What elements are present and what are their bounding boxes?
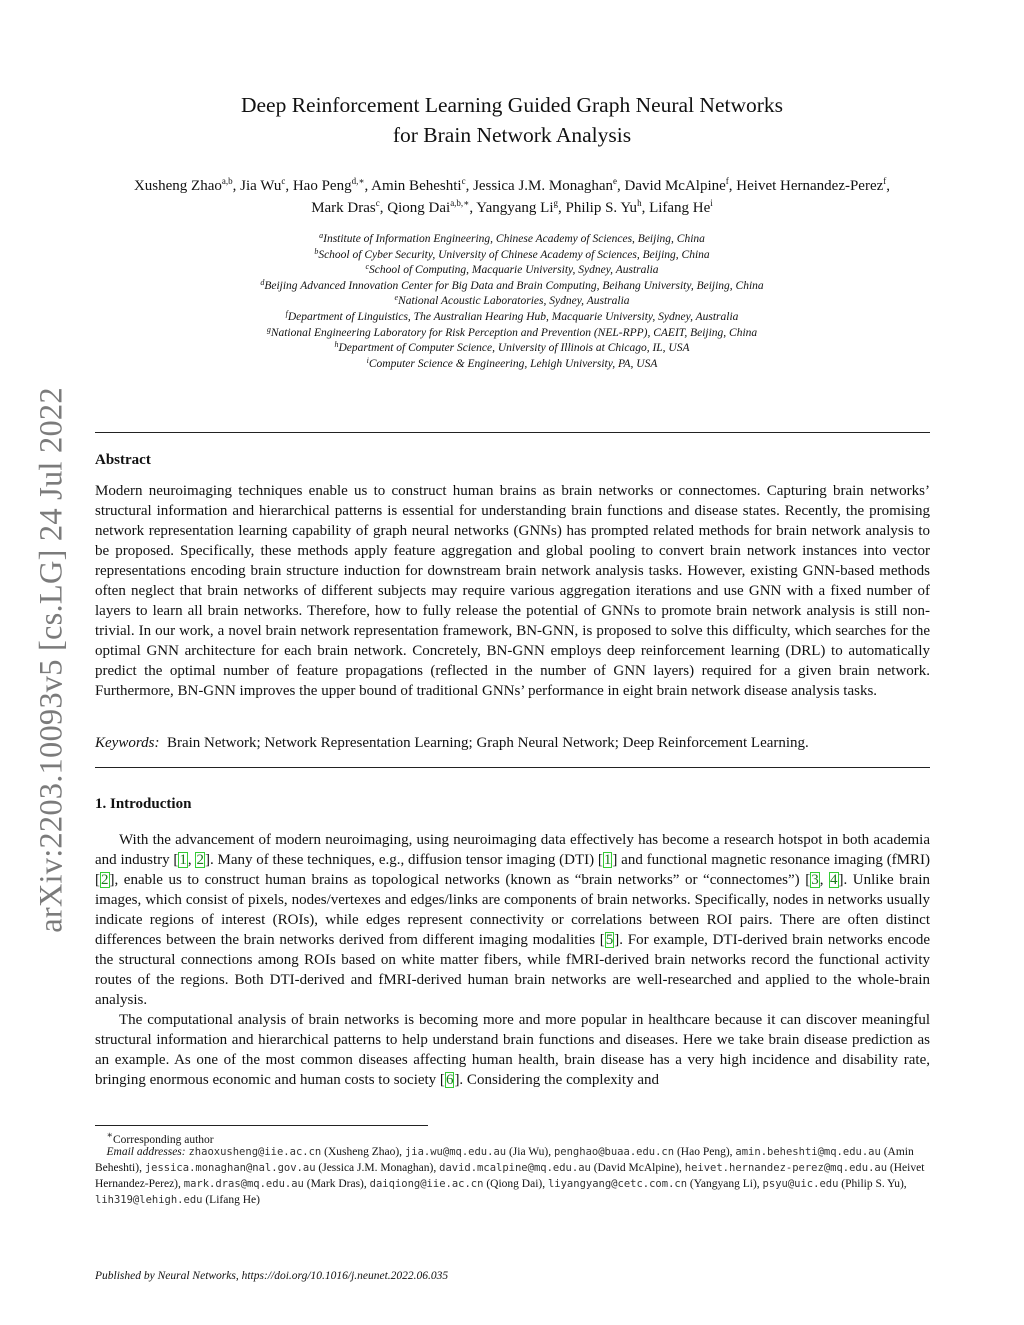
- author-name: Lifang He: [649, 200, 711, 216]
- paragraph-text: ,: [819, 872, 830, 888]
- citation-link[interactable]: 2: [196, 852, 204, 868]
- paragraph-text: ]. Considering the complexity and: [454, 1072, 659, 1088]
- affiliation: [100, 326, 924, 342]
- author-name: Amin Beheshti: [371, 178, 462, 194]
- author: [476, 200, 558, 216]
- email-addresses: [95, 1144, 930, 1208]
- affiliation-mark: a: [319, 231, 324, 240]
- email-owner: (Xusheng Zhao),: [321, 1146, 405, 1158]
- affiliation: [100, 263, 924, 279]
- citation-link[interactable]: 1: [603, 852, 612, 868]
- affiliation-text: Computer Science & Engineering, Lehigh University, PA, USA: [368, 357, 658, 370]
- author: [649, 200, 713, 216]
- email-owner: (Heivet Hernandez-Perez),: [95, 1162, 925, 1190]
- affiliation: [100, 232, 924, 248]
- author-affiliation-mark: e: [613, 176, 618, 186]
- email-address[interactable]: zhaoxusheng@iie.ac.cn: [188, 1146, 322, 1158]
- email-address[interactable]: psyu@uic.edu: [762, 1178, 839, 1190]
- author-name: Jessica J.M. Monaghan: [473, 178, 614, 194]
- introduction-heading: 1. Introduction: [95, 796, 192, 812]
- author-affiliation-mark: c: [461, 176, 466, 186]
- citation-link[interactable]: 5: [605, 932, 614, 948]
- citation-link[interactable]: 1: [179, 852, 187, 868]
- keywords: [95, 733, 930, 753]
- author-name: Jia Wu: [240, 178, 282, 194]
- email-address[interactable]: lih319@lehigh.edu: [95, 1194, 203, 1206]
- citation-link[interactable]: 4: [830, 872, 838, 888]
- published-by-note: Published by Neural Networks, https://doi.org/10.1016/j.neunet.2022.06.035: [95, 1270, 449, 1282]
- affiliation-mark: e: [394, 293, 399, 303]
- affiliation-text: School of Cyber Security, University of Chinese Academy of Sciences, Beijing, China: [318, 248, 710, 261]
- email-address[interactable]: liyangyang@cetc.com.cn: [547, 1178, 688, 1190]
- affiliation: [100, 279, 924, 295]
- arxiv-identifier: arXiv:2203.10093v5 [cs.LG] 24 Jul 2022: [33, 387, 70, 933]
- citation-link[interactable]: 2: [101, 872, 109, 888]
- corresponding-mark: ∗: [106, 1130, 114, 1141]
- affiliation-text: Department of Linguistics, The Australian Hearing Hub, Macquarie University, Sydney, Australia: [287, 310, 739, 323]
- bottom-divider: [95, 767, 930, 768]
- affiliation: [100, 248, 924, 264]
- email-address[interactable]: jia.wu@mq.edu.au: [404, 1146, 507, 1158]
- footnote-divider: [95, 1125, 428, 1126]
- email-owner: (Jessica J.M. Monaghan),: [315, 1162, 440, 1174]
- paragraph-text: ]. Many of these techniques, e.g., diffusion tensor imaging (DTI) [: [204, 852, 603, 868]
- top-divider: [95, 432, 930, 433]
- email-owner: (David McAlpine),: [590, 1162, 685, 1174]
- affiliation-list: [100, 232, 924, 372]
- author-name: Yangyang Li: [476, 200, 554, 216]
- affiliation: [100, 294, 924, 310]
- email-label: Email addresses:: [106, 1146, 186, 1158]
- corresponding-text: Corresponding author: [113, 1133, 214, 1146]
- paragraph-text: ] and functional magnetic resonance imaging (fMRI) [: [95, 852, 931, 888]
- email-address[interactable]: david.mcalpine@mq.edu.au: [439, 1162, 591, 1174]
- email-address[interactable]: penghao@buaa.edu.cn: [553, 1146, 675, 1158]
- affiliation-text: National Engineering Laboratory for Risk Perception and Prevention (NEL-RPP), CAEIT, Beijing, China: [270, 326, 758, 339]
- email-owner: (Jia Wu),: [506, 1146, 554, 1158]
- author-affiliation-mark: f: [725, 176, 729, 186]
- author-name: Heivet Hernandez-Perez: [736, 178, 884, 194]
- author-affiliation-mark: a,b: [221, 176, 233, 186]
- keywords-label: Keywords:: [95, 735, 160, 751]
- paragraph-text: With the advancement of modern neuroimaging, using neuroimaging data effectively has become a research hotspot in both academia and industry [: [95, 832, 930, 868]
- paragraph-text: ], enable us to construct human brains as topological networks (known as “brain networks” or “connectomes”) [: [109, 872, 811, 888]
- affiliation-mark: f: [285, 308, 288, 318]
- author: [625, 178, 729, 194]
- citation-link[interactable]: 3: [811, 872, 819, 888]
- author-affiliation-mark: h: [637, 198, 642, 208]
- affiliation-mark: i: [366, 355, 369, 365]
- affiliation-mark: d: [260, 277, 265, 287]
- email-owner: (Yangyang Li),: [687, 1178, 763, 1190]
- paragraph-text: ]. For example, DTI-derived brain networks encode the structural connections among ROIs based on white matter fibers, while fMRI-derived brain networks record the functional activity routes of the regions. Both DTI-derived and fMRI-derived human brain networks are well-researched and applied to the whole-brain analysis.: [95, 932, 930, 1008]
- author: [240, 178, 285, 194]
- author-affiliation-mark: c: [281, 176, 286, 186]
- paragraph-text: ,: [187, 852, 196, 868]
- email-owner: (Amin Beheshti),: [95, 1146, 914, 1174]
- email-address[interactable]: amin.beheshti@mq.edu.au: [735, 1146, 881, 1158]
- author-list: Xusheng Zhao$^{a,b}$, Jia Wu$^c$, Hao Peng$^{d,∗}$, Amin Beheshti$^c$, Jessica J.M. Monaghan$^e$, David McAlpine$^f$, Heivet Hernandez-Perez$^f$, Mark Dras$^c$, Qiong Dai$^{a,b,∗}$, Yangyang Li$^g$, Philip S. Yu$^h$, Lifang He$^i$: [133, 176, 891, 216]
- author: [311, 200, 380, 216]
- author-affiliation-mark: g: [553, 198, 558, 208]
- affiliation-text: Department of Computer Science, University of Illinois at Chicago, IL, USA: [338, 342, 690, 355]
- affiliation-text: Beijing Advanced Innovation Center for Big Data and Brain Computing, Beihang University, Beijing, China: [264, 279, 764, 292]
- affiliation-mark: c: [365, 262, 370, 272]
- author-affiliation-mark: i: [710, 198, 713, 208]
- keywords-text: Brain Network; Network Representation Learning; Graph Neural Network; Deep Reinforcement Learning.: [166, 735, 809, 751]
- author-affiliation-mark: f: [883, 176, 887, 186]
- email-address[interactable]: mark.dras@mq.edu.au: [183, 1178, 304, 1190]
- author-name: Mark Dras: [311, 200, 376, 216]
- email-owner: (Mark Dras),: [303, 1178, 370, 1190]
- email-owner: (Hao Peng),: [674, 1146, 736, 1158]
- email-owner: (Lifang He): [202, 1194, 260, 1206]
- author: [387, 200, 469, 216]
- email-address[interactable]: daiqiong@iie.ac.cn: [369, 1178, 484, 1190]
- author-name: Qiong Dai: [387, 200, 451, 216]
- author: [566, 200, 642, 216]
- email-address[interactable]: jessica.monaghan@nal.gov.au: [144, 1162, 316, 1174]
- author: [736, 178, 886, 194]
- affiliation-text: Institute of Information Engineering, Chinese Academy of Sciences, Beijing, China: [323, 233, 705, 245]
- affiliation-text: National Acoustic Laboratories, Sydney, Australia: [398, 295, 630, 308]
- paragraph-text: ]. Unlike brain images, which consist of pixels, nodes/vertexes and edges/links are components of brain networks. Specifically, nodes in networks usually indicate regions of interest (ROIs), while edges represent connectivity or correlations between ROI pairs. There are often distinct differences between the brain networks derived from different imaging modalities [: [95, 872, 931, 948]
- affiliation-mark: b: [314, 246, 319, 256]
- affiliation-mark: g: [266, 324, 271, 334]
- author: [371, 178, 465, 194]
- author-affiliation-mark: d,∗: [351, 176, 365, 186]
- title-line-1: Deep Reinforcement Learning Guided Graph Neural Networks: [240, 93, 784, 117]
- author-name: Xusheng Zhao: [133, 178, 222, 194]
- affiliation-text: School of Computing, Macquarie University, Sydney, Australia: [369, 264, 659, 277]
- affiliation: [100, 357, 924, 373]
- affiliation: [100, 310, 924, 326]
- email-address[interactable]: heivet.hernandez-perez@mq.edu.au: [684, 1162, 888, 1174]
- paragraph-text: The computational analysis of brain networks is becoming more and more popular in healthcare because it can discover meaningful structural information and hierarchical patterns to help understand brain functions and diseases. Here we take brain disease prediction as an example. As one of the most common diseases affecting human health, brain disease has a very high incidence and disability rate, bringing enormous economic and human costs to society [: [95, 1012, 930, 1088]
- affiliation-mark: h: [334, 340, 339, 350]
- author: [134, 178, 233, 194]
- email-owner: (Philip S. Yu),: [838, 1178, 907, 1190]
- abstract-heading: Abstract: [95, 452, 151, 468]
- email-owner: (Qiong Dai),: [483, 1178, 548, 1190]
- paper-title: [0, 90, 1024, 150]
- citation-link[interactable]: 6: [445, 1072, 454, 1088]
- author: [473, 178, 617, 194]
- abstract-text: Modern neuroimaging techniques enable us to construct human brains as brain networks or connectomes. Capturing brain networks’ structural information and hierarchical patterns is essential for understanding brain functions and disease states. Recently, the promising network representation learning capability of graph neural networks (GNNs) has prompted related methods for brain network analysis to be proposed. Specifically, these methods apply feature aggregation and global pooling to convert brain network instances into vector representations encoding brain structure induction for downstream brain network analysis tasks. However, existing GNN-based methods often neglect that brain networks of different subjects may require various aggregation iterations and use GNN with a fixed number of layers to learn all brain networks. Therefore, how to fully release the potential of GNNs to promote brain network analysis is still non-trivial. In our work, a novel brain network representation framework, BN-GNN, is proposed to solve this difficulty, which searches for the optimal GNN architecture for each brain network. Concretely, BN-GNN employs deep reinforcement learning (DRL) to automatically predict the optimal number of feature propagations (reflected in the number of GNN layers) required for a given brain network. Furthermore, BN-GNN improves the upper bound of traditional GNNs’ performance in eight brain network disease analysis tasks.: [95, 483, 930, 699]
- introduction-paragraph-1: [95, 830, 930, 1010]
- author-affiliation-mark: a,b,∗: [450, 198, 470, 208]
- affiliation: [100, 341, 924, 357]
- introduction-paragraph-2: [95, 1010, 930, 1090]
- author: [293, 178, 365, 194]
- author-name: Philip S. Yu: [565, 200, 638, 216]
- author-name: Hao Peng: [292, 178, 352, 194]
- title-line-2: for Brain Network Analysis: [392, 123, 632, 147]
- author-name: David McAlpine: [624, 178, 726, 194]
- author-affiliation-mark: c: [375, 198, 380, 208]
